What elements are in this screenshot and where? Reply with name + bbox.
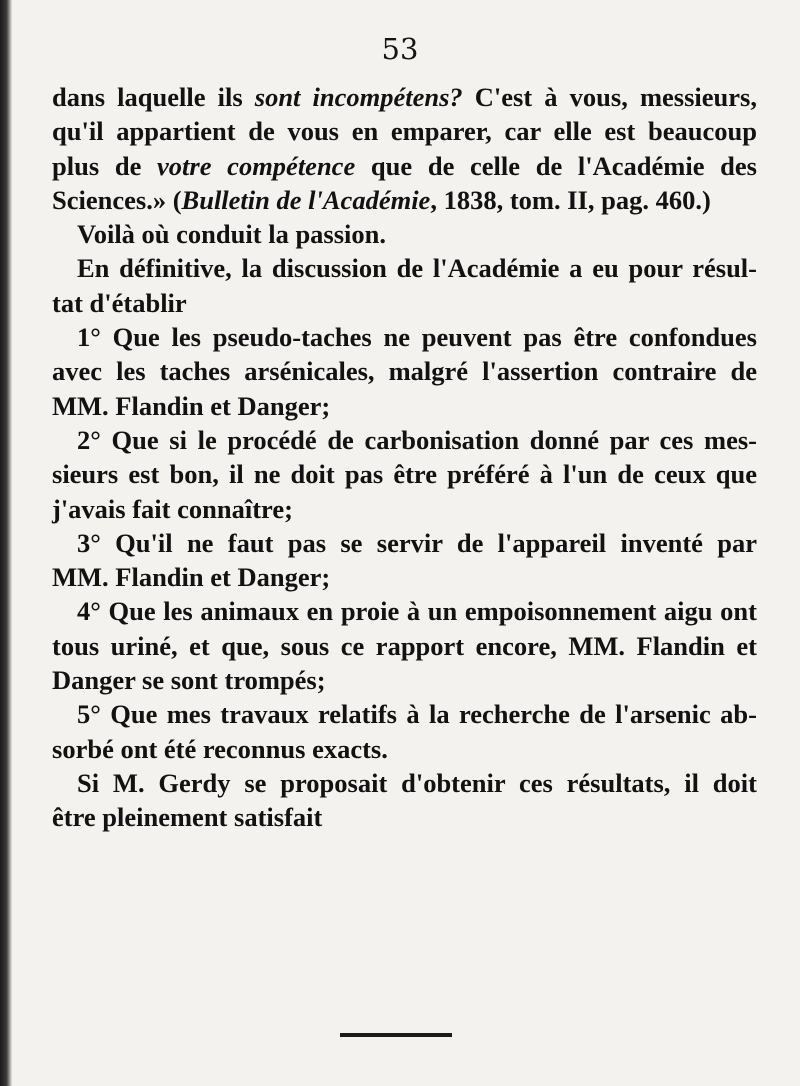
- text-segment: dans laquelle ils: [52, 82, 255, 112]
- text-line: [52, 423, 757, 457]
- text-segment: MM. Flandin et Danger;: [52, 562, 331, 593]
- text-segment: plus de: [52, 150, 158, 181]
- text-segment: tous uriné, et que, sous ce rapport encore, MM. Flandin et: [52, 630, 757, 661]
- paragraph: [52, 320, 757, 423]
- text-line: [52, 800, 757, 834]
- text-line: [52, 526, 757, 560]
- italic-text: Bulletin de l'Académie: [181, 184, 431, 215]
- text-line: [52, 80, 757, 114]
- text-segment: 4° Que les animaux en proie à un empoisonnement aigu ont: [77, 596, 757, 627]
- paragraph: [52, 594, 757, 697]
- page-number: 53: [381, 32, 419, 66]
- text-line: [52, 114, 757, 148]
- text-line: [52, 149, 757, 183]
- text-segment: 1° Que les pseudo-taches ne peuvent pas être confondues: [77, 322, 757, 353]
- text-segment: avec les taches arsénicales, malgré l'assertion contraire de: [52, 356, 757, 387]
- text-line: [52, 732, 757, 766]
- text-segment: En définitive, la discussion de l'Académie a eu pour résul-: [77, 253, 757, 284]
- text-segment: sorbé ont été reconnus exacts.: [52, 733, 388, 764]
- italic-text: sont incompétens?: [254, 82, 463, 112]
- paragraph: [52, 697, 757, 766]
- text-line: [52, 354, 757, 388]
- text-segment: 5° Que mes travaux relatifs à la recherche de l'arsenic ab-: [77, 699, 757, 730]
- text-line: [52, 594, 757, 628]
- text-line: [52, 766, 757, 800]
- text-segment: Voilà où conduit la passion.: [77, 219, 387, 250]
- text-line: [52, 629, 757, 663]
- text-line: [52, 663, 757, 697]
- text-segment: 3° Qu'il ne faut pas se servir de l'appareil inventé par: [77, 527, 757, 558]
- text-line: [52, 217, 757, 251]
- text-segment: j'avais fait connaître;: [52, 493, 293, 524]
- text-segment: Danger se sont trompés;: [52, 665, 326, 696]
- text-line: [52, 560, 757, 594]
- italic-text: votre compétence: [157, 150, 356, 181]
- text-line: [52, 320, 757, 354]
- text-segment: tat d'établir: [52, 287, 187, 318]
- text-line: [52, 286, 757, 320]
- text-segment: que de celle de l'Académie des: [355, 150, 758, 181]
- text-line: [52, 457, 757, 491]
- text-segment: qu'il appartient de vous en emparer, car elle est beaucoup: [52, 116, 757, 147]
- body-text: [52, 80, 757, 835]
- end-rule: [340, 1033, 452, 1037]
- text-line: [52, 183, 757, 217]
- paragraph: [52, 423, 757, 526]
- paragraph: [52, 80, 757, 217]
- text-segment: Si M. Gerdy se proposait d'obtenir ces résultats, il doit: [77, 767, 757, 798]
- page-edge-shadow: [0, 0, 12, 1086]
- text-segment: sieurs est bon, il ne doit pas être préféré à l'un de ceux que: [52, 459, 757, 490]
- paragraph: [52, 766, 757, 835]
- paragraph: [52, 526, 757, 595]
- paragraph: [52, 251, 757, 320]
- text-line: [52, 389, 757, 423]
- text-line: [52, 251, 757, 285]
- text-segment: 2° Que si le procédé de carbonisation donné par ces mes-: [77, 424, 757, 455]
- text-line: [52, 697, 757, 731]
- text-segment: C'est à vous, messieurs,: [462, 82, 757, 112]
- text-segment: MM. Flandin et Danger;: [52, 390, 331, 421]
- text-segment: Sciences.» (: [52, 184, 182, 215]
- paragraph: [52, 217, 757, 251]
- text-line: [52, 492, 757, 526]
- text-segment: être pleinement satisfait: [52, 802, 323, 833]
- text-segment: , 1838, tom. II, pag. 460.): [430, 184, 711, 215]
